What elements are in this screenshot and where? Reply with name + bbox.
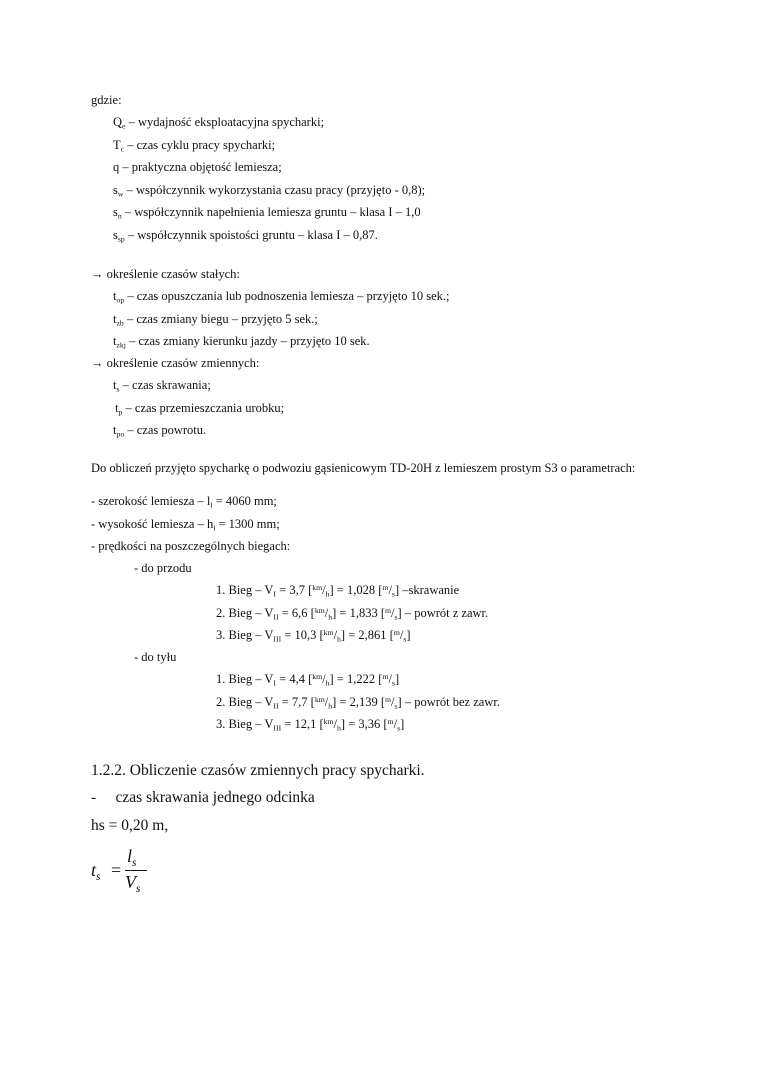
- formula-lhs: $t_s$: [91, 860, 101, 883]
- formula-denominator: $V_s$: [125, 872, 141, 895]
- definition-item: $T_c$ – czas cyklu pracy spycharki;: [113, 137, 276, 154]
- definition-item: $s_n$ – współczynnik napełnienia lemiesza gruntu – klasa I – 1,0: [113, 205, 421, 222]
- gear-speed-row: 1. Bieg – $V_I = 4,4$ $[^{km}/_h] = 1,222$ $[^m/_s]$: [216, 671, 400, 688]
- speeds-heading: - prędkości na poszczególnych biegach:: [91, 539, 291, 553]
- intro-text: Do obliczeń przyjęto spycharkę o podwoziu gąsienicowym TD-20H z lemieszem prostym S3 o parametrach:: [91, 461, 636, 475]
- formula-numerator: $l_s$: [127, 846, 137, 869]
- gear-speed-row: 2. Bieg – $V_{II} = 7,7$ $[^{km}/_h] = 2,139$ $[^m/_s]$ – powrót bez zawr.: [216, 694, 500, 711]
- definition-item: q – praktyczna objętość lemiesza;: [113, 160, 282, 175]
- hs-value: hs = 0,20 m,: [91, 817, 169, 834]
- gdzie-label: gdzie:: [91, 93, 122, 107]
- variable-time-item: $t_p$ – czas przemieszczania urobku;: [115, 400, 285, 417]
- variable-times-heading: → określenie czasów zmiennych:: [91, 356, 260, 370]
- bullet-line: - czas skrawania jednego odcinka: [91, 789, 315, 806]
- gear-speed-row: 3. Bieg – $V_{III} = 10,3$ $[^{km}/_h] = 2,861$ $[^m/_s]$: [216, 627, 411, 644]
- gear-speed-row: 2. Bieg – $V_{II} = 6,6$ $[^{km}/_h] = 1,833$ $[^m/_s]$ – powrót z zawr.: [216, 605, 489, 622]
- gear-speed-row: 1. Bieg – $V_I = 3,7$ $[^{km}/_h] = 1,028$ $[^m/_s]$ –skrawanie: [216, 582, 460, 599]
- fixed-time-item: $t_{op}$ – czas opuszczania lub podnoszenia lemiesza – przyjęto 10 sek.;: [113, 289, 450, 305]
- blade-parameter: - szerokość lemiesza – $l_l = 4060$ mm;: [91, 494, 277, 510]
- backward-label: - do tyłu: [134, 650, 177, 664]
- formula-ts: [91, 846, 161, 896]
- variable-time-item: $t_{po}$ – czas powrotu.: [113, 423, 207, 439]
- section-title: 1.2.2. Obliczenie czasów zmiennych pracy spycharki.: [91, 762, 425, 779]
- fraction-bar: [125, 870, 147, 871]
- definition-item: $s_{sp}$ – współczynnik spoistości gruntu – klasa I – 0,87.: [113, 228, 378, 244]
- definition-item: $Q_e$ – wydajność eksploatacyjna spycharki;: [113, 115, 325, 131]
- fixed-times-heading: → określenie czasów stałych:: [91, 267, 240, 281]
- variable-time-item: $t_s$ – czas skrawania;: [113, 378, 211, 394]
- blade-parameter: - wysokość lemiesza – $h_l = 1300$ mm;: [91, 516, 280, 533]
- gear-speed-row: 3. Bieg – $V_{III} = 12,1$ $[^{km}/_h] = 3,36$ $[^m/_s]$: [216, 716, 405, 733]
- fixed-time-item: $t_{zb}$ – czas zmiany biegu – przyjęto 5 sek.;: [113, 311, 318, 328]
- formula-equals: =: [111, 860, 122, 880]
- definition-item: $s_w$ – współczynnik wykorzystania czasu pracy (przyjęto - 0,8);: [113, 182, 426, 199]
- forward-label: - do przodu: [134, 561, 192, 575]
- fixed-time-item: $t_{zkj}$ – czas zmiany kierunku jazdy – przyjęto 10 sek.: [113, 334, 370, 350]
